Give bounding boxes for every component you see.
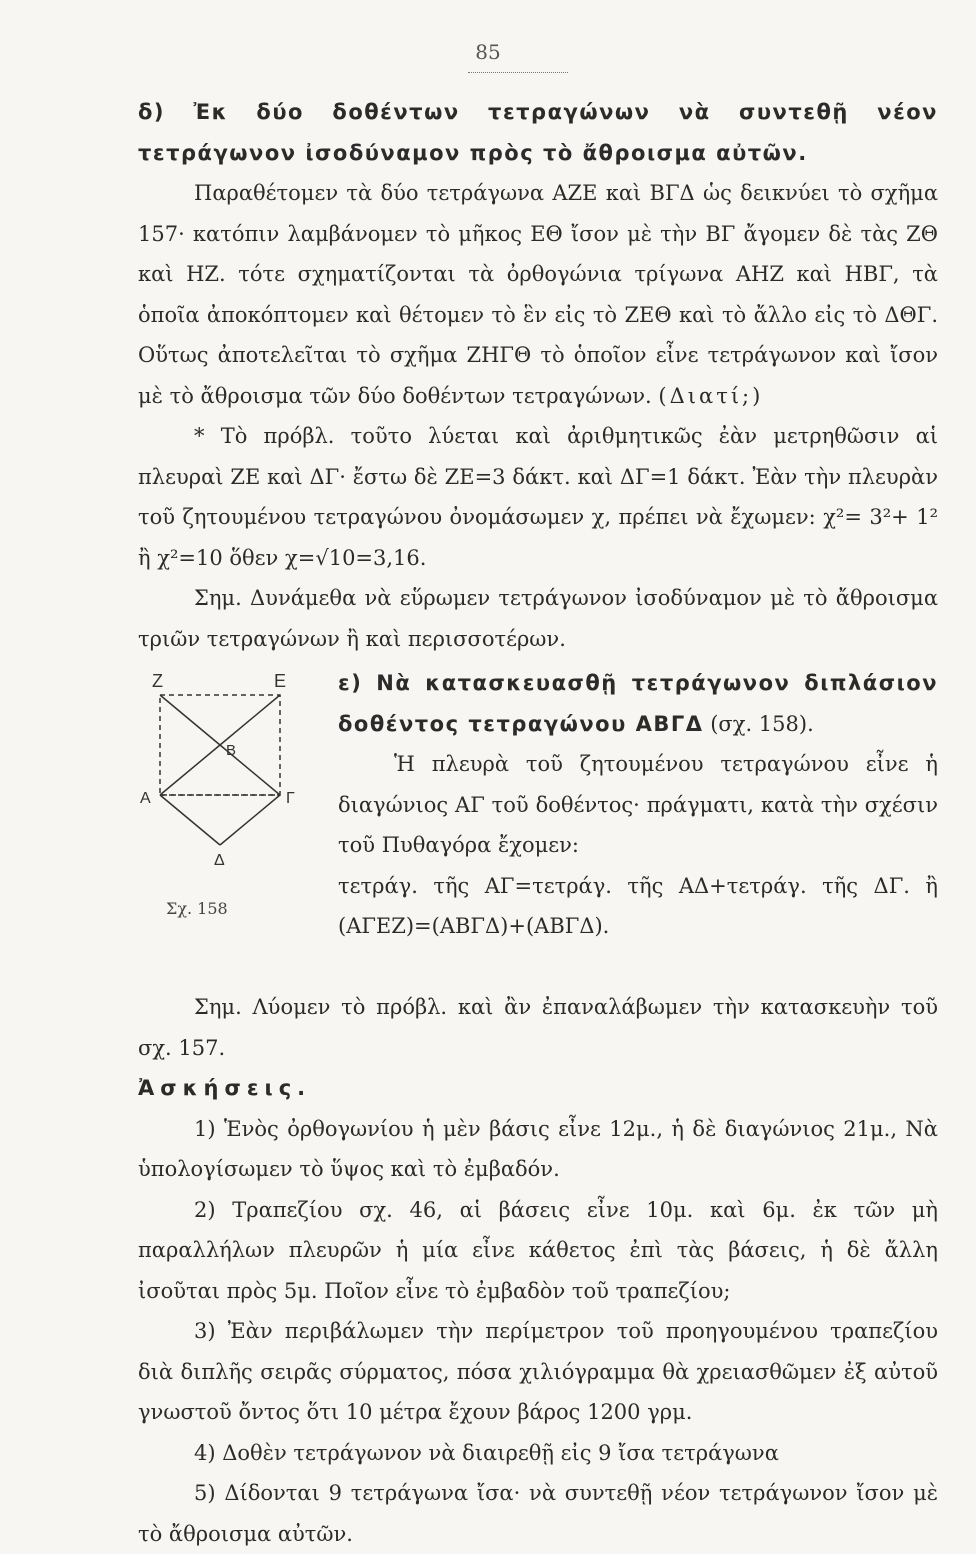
section-d-remark: Σημ. Δυνάμεθα νὰ εὕρωμεν τετράγωνον ἰσοδύναμον μὲ τὸ ἄθροισμα τριῶν τετραγώνων ἢ καὶ περισσοτέρων. (138, 586, 938, 651)
label-b: Β (226, 742, 237, 759)
label-e: Ε (274, 671, 287, 691)
side-gd (220, 795, 280, 845)
label-z: Ζ (152, 671, 163, 691)
section-d-note: * Τὸ πρόβλ. τοῦτο λύεται καὶ ἀριθμητικῶς ἐὰν μετρηθῶσιν αἱ πλευραὶ ΖΕ καὶ ΔΓ· ἔστω δὲ ΖΕ=3 δάκτ. καὶ ΔΓ=1 δάκτ. Ἐὰν τὴν πλευρὰν τοῦ ζητουμένου τετραγώνου ὀνομάσωμεν χ, πρέπει νὰ ἔχωμεν: χ²= 3²+ 1² ἢ χ²=10 ὅθεν χ=√10=3,16. (138, 424, 938, 570)
page-number-rule (468, 72, 568, 73)
label-g: Γ (286, 790, 295, 807)
page-number: 85 (475, 40, 501, 64)
exercise-item: 1) Ἑνὸς ὀρθογωνίου ἡ μὲν βάσις εἶνε 12μ., ἡ δὲ διαγώνιος 21μ., Νὰ ὑπολογίσωμεν τὸ ὕψος καὶ τὸ ἐμβαδόν. (138, 1116, 938, 1181)
diag-eb (220, 695, 280, 745)
section-e-remark: Σημ. Λύομεν τὸ πρόβλ. καὶ ἂν ἐπαναλάβωμεν τὴν κατασκευὴν τοῦ σχ. 157. (138, 995, 938, 1060)
label-d: Δ (214, 852, 225, 869)
section-e-text (338, 663, 938, 947)
section-e-formula: τετράγ. τῆς ΑΓ=τετράγ. τῆς ΑΔ+τετράγ. τῆς ΔΓ. ἢ (ΑΓΕΖ)=(ΑΒΓΔ)+(ΑΒΓΔ). (338, 873, 938, 938)
section-e-heading-line (338, 663, 938, 744)
exercise-item: 3) Ἐὰν περιβάλωμεν τὴν περίμετρον τοῦ προηγουμένου τραπεζίου διὰ διπλῆς σειρᾶς σύρματος, πόσα χιλιόγραμμα θὰ χρειασθῶμεν ἐξ αὐτοῦ γνωστοῦ ὄντος ὅτι 10 μέτρα ἔχουν βάρος 1200 γρμ. (138, 1319, 938, 1424)
section-d-text: Παραθέτομεν τὰ δύο τετράγωνα ΑΖΕ καὶ ΒΓΔ ὡς δεικνύει τὸ σχῆμα 157· κατόπιν λαμβάνομεν τὸ μῆκος ΕΘ ἴσον μὲ τὴν ΒΓ ἄγομεν δὲ τὰς ΖΘ καὶ ΗΖ. τότε σχηματίζονται τὰ ὀρθογώνια τρίγωνα ΑΗΖ καὶ ΗΒΓ, τὰ ὁποῖα ἀποκόπτομεν καὶ θέτομεν τὸ ἓν εἰς τὸ ΖΕΘ καὶ τὸ ἄλλο εἰς τὸ ΔΘΓ. Οὕτως ἀποτελεῖται τὸ σχῆμα ΖΗΓΘ τὸ ὁποῖον εἶνε τετράγωνον καὶ ἴσον μὲ τὸ ἄθροισμα τῶν δύο δοθέντων τετραγώνων. (138, 181, 938, 408)
side-da (160, 795, 220, 845)
figure-158 (138, 667, 338, 917)
section-e-body: Ἡ πλευρὰ τοῦ ζητουμένου τετραγώνου εἶνε ἡ διαγώνιος ΑΓ τοῦ δοθέντος· πράγματι, κατὰ τὴν σχέσιν τοῦ Πυθαγόρα ἔχομεν: (338, 752, 938, 857)
section-d-question: (Διατί;) (658, 383, 764, 408)
diag-zb (160, 695, 220, 745)
exercise-item: 4) Δοθὲν τετράγωνον νὰ διαιρεθῇ εἰς 9 ἴσα τετράγωνα (194, 1440, 779, 1465)
page-content (138, 92, 938, 1554)
figure-158-diagram (138, 667, 338, 917)
section-e (138, 663, 938, 987)
section-d-heading: δ) Ἐκ δύο δοθέντων τετραγώνων νὰ συντεθῇ νέον τετράγωνον ἰσοδύναμον πρὸς τὸ ἄθροισμα αὐτῶν. (138, 100, 938, 165)
exercise-item: 5) Δίδονται 9 τετράγωνα ἴσα· νὰ συντεθῇ νέον τετράγωνον ἴσον μὲ τὸ ἄθροισμα αὐτῶν. (138, 1481, 938, 1546)
exercises-heading: Ἀσκήσεις. (138, 1076, 312, 1100)
side-ab (160, 745, 220, 795)
exercise-item: 2) Τραπεζίου σχ. 46, αἱ βάσεις εἶνε 10μ. καὶ 6μ. ἐκ τῶν μὴ παραλλήλων πλευρῶν ἡ μία εἶνε κάθετος ἐπὶ τὰς βάσεις, ἡ δὲ ἄλλη ἰσοῦται πρὸς 5μ. Ποῖον εἶνε τὸ ἐμβαδὸν τοῦ τραπεζίου; (138, 1197, 938, 1303)
label-a: Α (140, 790, 151, 807)
section-d-body (138, 173, 938, 416)
figure-caption: Σχ. 158 (166, 899, 228, 918)
section-e-figure-ref: (σχ. 158). (710, 711, 814, 736)
section-e-heading: ε) Νὰ κατασκευασθῇ τετράγωνον διπλάσιον δοθέντος τετραγώνου ΑΒΓΔ (338, 671, 938, 736)
